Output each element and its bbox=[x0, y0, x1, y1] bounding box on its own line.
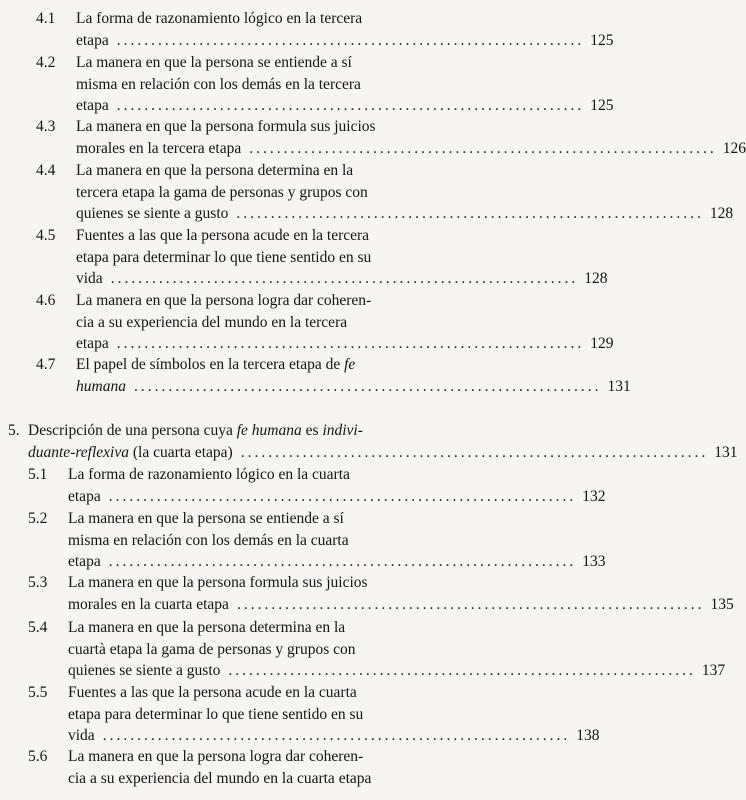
entry-line: tercera etapa la gama de personas y grupos con bbox=[76, 183, 368, 201]
dot-leader: .................................................................... bbox=[133, 377, 602, 395]
entry-line: misma en relación con los demás en la cuarta bbox=[68, 531, 349, 549]
dot-leader: .................................................................... bbox=[236, 205, 704, 222]
italic-term: fe bbox=[344, 356, 356, 373]
entry-line: quienes se siente a gusto bbox=[68, 662, 221, 679]
entry-line: misma en relación con los demás en la tercera bbox=[76, 75, 361, 93]
entry-number: 4.5 bbox=[36, 227, 56, 244]
dot-leader: .................................................................... bbox=[236, 595, 705, 613]
entry-line: morales en la cuarta etapa bbox=[68, 595, 229, 613]
dot-leader: .................................................................... bbox=[116, 335, 585, 352]
dot-leader: .................................................................... bbox=[116, 31, 585, 49]
entry-line: La manera en que la persona formula sus juicios bbox=[76, 118, 376, 135]
entry-line: etapa bbox=[76, 31, 109, 49]
entry-number: 4.4 bbox=[36, 162, 56, 179]
dot-leader: .................................................................... bbox=[108, 553, 577, 570]
entry-line: Fuentes a las que la persona acude en la cuarta bbox=[68, 684, 357, 701]
entry-line: cia a su experiencia del mundo en la cuarta etapa bbox=[68, 769, 372, 787]
entry-line: morales en la tercera etapa bbox=[76, 139, 242, 157]
entry-line: vida bbox=[68, 727, 95, 744]
entry-line: etapa bbox=[76, 335, 109, 352]
entry-line: La manera en que la persona se entiende a sí bbox=[76, 54, 352, 71]
entry-line: Fuentes a las que la persona acude en la tercera bbox=[76, 227, 370, 244]
entry-line: La forma de razonamiento lógico en la tercera bbox=[76, 10, 363, 27]
italic-term: indivi- bbox=[322, 422, 363, 439]
italic-term: humana bbox=[76, 377, 126, 395]
italic-term: fe humana bbox=[236, 422, 302, 439]
page-number: 135 bbox=[710, 595, 734, 613]
entry-number: 5.1 bbox=[28, 466, 48, 483]
dot-leader: .................................................................... bbox=[102, 727, 571, 744]
entry-line: Descripción de una persona cuya bbox=[28, 422, 237, 439]
page-number: 133 bbox=[582, 553, 606, 570]
dot-leader: .................................................................... bbox=[108, 487, 577, 505]
entry-line: La manera en que la persona se entiende a sí bbox=[68, 510, 344, 527]
page-number: 129 bbox=[590, 335, 614, 352]
dot-leader: .................................................................... bbox=[249, 139, 717, 157]
entry-number: 5. bbox=[8, 422, 20, 439]
entry-number: 4.1 bbox=[36, 10, 56, 27]
entry-line: La manera en que la persona formula sus juicios bbox=[68, 574, 368, 591]
page-number: 126 bbox=[722, 139, 746, 157]
page-number: 131 bbox=[714, 443, 738, 461]
entry-line: duante-reflexiva (la cuarta etapa) bbox=[28, 443, 233, 461]
page-number: 128 bbox=[584, 270, 608, 287]
entry-line: La forma de razonamiento lógico en la cuarta bbox=[68, 466, 350, 483]
page-number: 137 bbox=[701, 662, 726, 679]
entry-line: vida bbox=[76, 270, 103, 287]
dot-leader: .................................................................... bbox=[110, 270, 579, 287]
entry-line: etapa bbox=[68, 553, 101, 570]
entry-number: 5.6 bbox=[28, 748, 48, 765]
entry-number: 5.3 bbox=[28, 574, 48, 591]
entry-line: es bbox=[301, 422, 323, 439]
entry-line: La manera en que la persona logra dar coheren- bbox=[76, 292, 372, 309]
page-number: 125 bbox=[590, 31, 614, 49]
page-number: 125 bbox=[590, 97, 614, 114]
dot-leader: .................................................................... bbox=[240, 443, 709, 461]
entry-line: cia a su experiencia del mundo en la tercera bbox=[76, 313, 348, 331]
entry-number: 4.2 bbox=[36, 54, 56, 71]
entry-number: 5.4 bbox=[28, 619, 48, 636]
entry-line: La manera en que la persona logra dar coheren- bbox=[68, 748, 364, 765]
page-number: 132 bbox=[582, 487, 606, 505]
entry-line: etapa bbox=[76, 97, 109, 114]
entry-line: La manera en que la persona determina en la bbox=[68, 619, 346, 636]
entry-line: quienes se siente a gusto bbox=[76, 205, 229, 222]
page-number: 128 bbox=[709, 205, 734, 222]
entry-line: etapa bbox=[68, 487, 101, 505]
entry-number: 5.2 bbox=[28, 510, 48, 527]
page-number: 138 bbox=[576, 727, 600, 744]
entry-line: La manera en que la persona determina en la bbox=[76, 162, 354, 179]
entry-line: etapa para determinar lo que tiene sentido en su bbox=[76, 248, 372, 266]
entry-number: 4.3 bbox=[36, 118, 56, 135]
page-number: 131 bbox=[607, 377, 631, 395]
entry-number: 4.7 bbox=[36, 356, 56, 373]
dot-leader: .................................................................... bbox=[228, 662, 696, 679]
entry-line: El papel de símbolos en la tercera etapa de bbox=[76, 356, 345, 373]
entry-number: 5.5 bbox=[28, 684, 48, 701]
entry-line: cuartà etapa la gama de personas y grupos con bbox=[68, 640, 356, 658]
entry-line: etapa para determinar lo que tiene sentido en su bbox=[68, 705, 364, 723]
entry-number: 4.6 bbox=[36, 292, 56, 309]
dot-leader: .................................................................... bbox=[116, 97, 585, 114]
